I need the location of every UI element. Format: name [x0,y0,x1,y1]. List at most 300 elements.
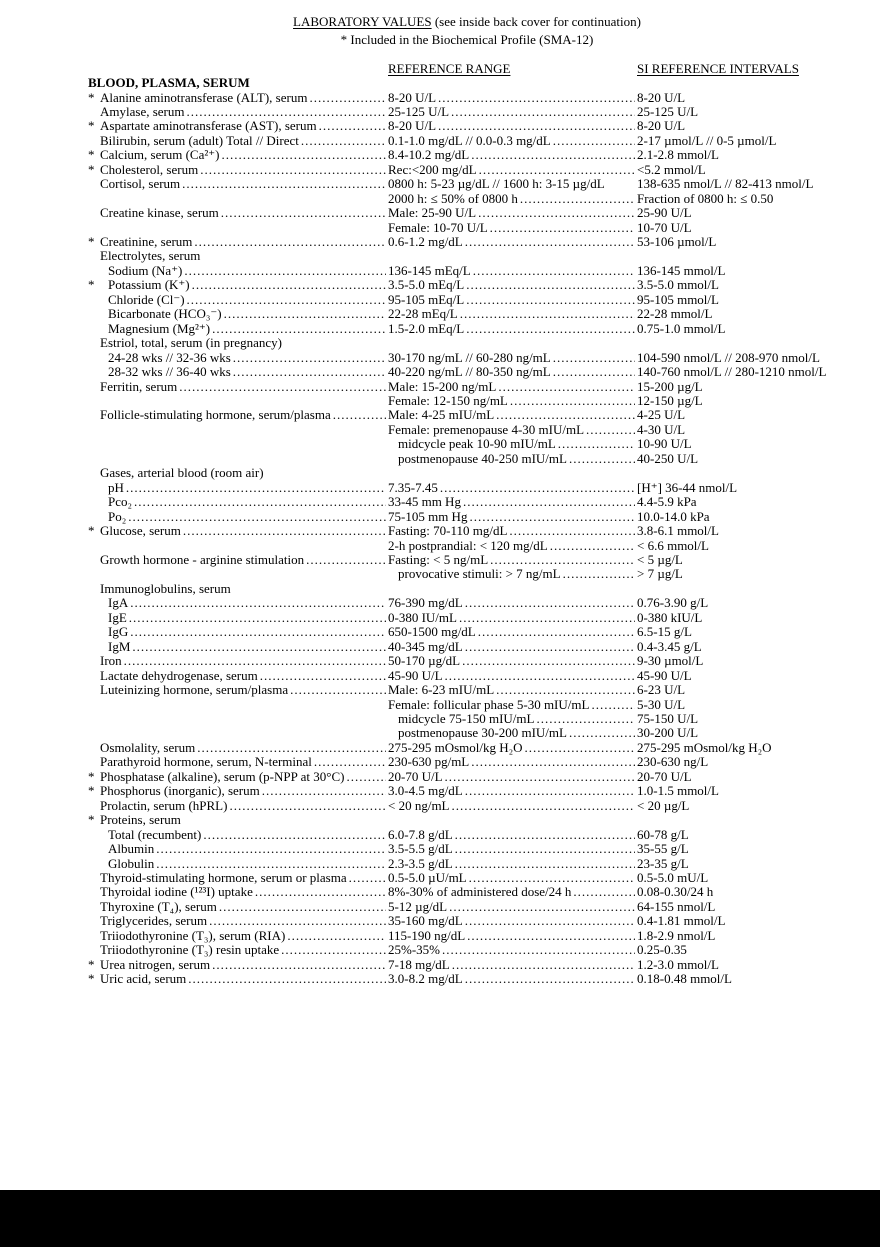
row-name: Potassium (K⁺) [108,278,190,293]
row-ref-cell [388,105,637,119]
row-si [637,336,846,350]
table-row [88,712,846,726]
row-ref: 5-12 µg/dL [388,899,448,914]
name-leader [202,249,386,263]
ref-leader [469,510,635,524]
ref-leader [478,206,635,220]
row-ref: 2-h postprandial: < 120 mg/dL [388,538,548,553]
header-name-spacer [100,61,388,76]
row-name: Uric acid, serum [100,972,187,987]
ref-leader [442,943,635,957]
row-name: Sodium (Na⁺) [108,263,183,278]
row-star [88,423,100,437]
ref-leader [553,134,635,148]
table-row [88,249,846,263]
row-star [88,365,100,379]
row-si: 60-78 g/L [637,827,689,842]
row-name: Bilirubin, serum (adult) Total // Direct [100,133,299,148]
table-row [88,365,846,379]
row-si [637,582,846,596]
row-ref-cell [388,972,637,986]
row-ref-cell [388,553,637,567]
row-star [88,582,100,596]
row-star [88,726,100,740]
name-leader [260,669,386,683]
row-ref-cell [388,163,637,177]
row-name-cell [100,842,388,856]
table-row [88,423,846,437]
row-name-cell [100,510,388,524]
row-name-cell [100,119,388,133]
row-si: 0.25-0.35 [637,943,687,958]
row-si: 45-90 U/L [637,668,692,683]
row-star [88,654,100,668]
row-name-cell [100,958,388,972]
ref-leader [390,249,635,263]
row-ref-cell [388,177,637,191]
name-leader [102,394,386,408]
row-ref-cell [388,437,637,451]
row-ref: < 20 ng/mL [388,798,450,813]
page-title-main: LABORATORY VALUES [293,14,432,29]
row-star [88,408,100,422]
name-leader [130,625,386,639]
row-name-cell [100,943,388,957]
row-ref-cell [388,293,637,307]
row-ref: 0.6-1.2 mg/dL [388,235,463,250]
ref-leader [569,452,635,466]
row-name: Glucose, serum [100,524,181,539]
row-ref: Male: 15-200 ng/mL [388,379,497,394]
name-leader [314,755,386,769]
table-row [88,885,846,899]
ref-leader [459,611,635,625]
row-ref-cell [388,365,637,379]
table-row [88,567,846,581]
table-row [88,943,846,957]
row-ref-cell [388,221,637,235]
row-name-cell [100,293,388,307]
row-ref-cell [388,134,637,148]
row-si: 0.4-1.81 mmol/L [637,914,726,929]
ref-leader [455,828,635,842]
name-leader [128,510,386,524]
row-ref: 0.1-1.0 mg/dL // 0.0-0.3 mg/dL [388,133,551,148]
row-ref-cell [388,307,637,321]
ref-leader [460,307,635,321]
row-si: 6-23 U/L [637,683,686,698]
row-name-cell [100,235,388,249]
name-leader [124,654,386,668]
row-name-cell [100,481,388,495]
row-si [637,466,846,480]
row-star [88,380,100,394]
row-si: 9-30 µmol/L [637,654,704,669]
row-star [88,611,100,625]
name-leader [284,336,386,350]
row-ref-cell [388,669,637,683]
ref-leader [490,221,635,235]
row-name-cell [100,192,388,206]
name-leader [301,134,386,148]
row-name-cell [100,423,388,437]
row-si: 8-20 U/L [637,90,686,105]
row-name: Thyroid-stimulating hormone, serum or plasma [100,870,347,885]
ref-leader [465,972,635,986]
table-row [88,221,846,235]
row-si: 104-590 nmol/L // 208-970 nmol/L [637,350,820,365]
name-leader [209,914,386,928]
table-row [88,871,846,885]
name-leader [229,799,386,813]
row-name: Albumin [108,842,155,857]
row-star: * [88,147,95,163]
name-leader [187,293,386,307]
row-name-cell [100,307,388,321]
row-name: Ferritin, serum [100,379,178,394]
row-name: Calcium, serum (Ca²⁺) [100,148,220,163]
name-leader [266,466,386,480]
row-star [88,206,100,220]
ref-leader [520,192,635,206]
row-name-cell [100,596,388,610]
row-star [88,192,100,206]
ref-leader [466,278,635,292]
row-name: Triiodothyronine (T₃), serum (RIA) [100,928,286,943]
row-star [88,640,100,654]
ref-leader [449,900,635,914]
row-star: * [88,971,95,987]
row-name: Immunoglobulins, serum [100,581,231,596]
row-name: Urea nitrogen, serum [100,957,211,972]
name-leader [102,192,386,206]
ref-leader [455,842,635,856]
lab-table-body [88,91,846,987]
row-name: Alanine aminotransferase (ALT), serum [100,90,308,105]
row-name-cell [100,567,388,581]
row-si: 1.0-1.5 mmol/L [637,784,719,799]
row-star [88,293,100,307]
row-star: * [88,812,95,828]
row-ref-cell [388,582,637,596]
row-name-cell [100,654,388,668]
ref-leader [438,91,635,105]
row-star [88,495,100,509]
row-name-cell [100,206,388,220]
row-name: 28-32 wks // 36-40 wks [108,365,231,380]
row-si: < 6.6 mmol/L [637,538,709,553]
table-row [88,929,846,943]
row-ref: 45-90 U/L [388,668,443,683]
ref-leader [536,712,635,726]
row-name: Gases, arterial blood (room air) [100,466,264,481]
row-ref-cell [388,958,637,972]
name-leader [290,683,386,697]
row-name: Aspartate aminotransferase (AST), serum [100,119,317,134]
row-star [88,336,100,350]
column-header-row [88,61,846,76]
row-ref: postmenopause 40-250 mIU/mL [398,451,567,466]
ref-leader [478,625,635,639]
row-star: * [88,277,95,293]
name-leader [224,307,386,321]
name-leader [184,264,386,278]
row-ref-cell [388,249,637,263]
row-ref: 8.4-10.2 mg/dL [388,148,470,163]
row-ref-cell [388,914,637,928]
table-row [88,958,846,972]
ref-leader [479,163,635,177]
row-ref-cell [388,452,637,466]
ref-leader [445,770,635,784]
row-star [88,351,100,365]
row-ref: 75-105 mm Hg [388,509,468,524]
row-ref: 40-220 ng/mL // 80-350 ng/mL [388,365,551,380]
table-row [88,698,846,712]
row-name-cell [100,380,388,394]
name-leader [333,408,386,422]
name-leader [183,524,386,538]
row-si: 35-55 g/L [637,842,689,857]
name-leader [102,567,386,581]
row-name-cell [100,437,388,451]
row-si: 2-17 µmol/L // 0-5 µmol/L [637,133,777,148]
ref-leader [438,119,635,133]
row-name: Globulin [108,856,155,871]
row-star [88,134,100,148]
row-star [88,625,100,639]
ref-leader [462,654,635,668]
row-ref: 33-45 mm Hg [388,495,461,510]
ref-leader [390,582,635,596]
row-ref: 20-70 U/L [388,769,443,784]
row-ref: 95-105 mEq/L [388,292,465,307]
ref-leader [390,813,635,827]
name-leader [262,784,386,798]
row-ref-cell [388,596,637,610]
name-leader [186,105,386,119]
row-name-cell [100,885,388,899]
ref-leader [451,105,635,119]
name-leader [130,596,386,610]
row-star [88,669,100,683]
row-ref-cell [388,336,637,350]
name-leader [102,726,386,740]
row-name-cell [100,524,388,538]
name-leader [287,929,386,943]
section-heading-blood-plasma-serum: BLOOD, PLASMA, SERUM [88,75,250,90]
row-star: * [88,161,95,177]
table-row [88,235,846,249]
row-si: 275-295 mOsmol/kg H₂O [637,740,772,755]
row-star [88,842,100,856]
row-ref-cell [388,119,637,133]
page-title-note: (see inside back cover for continuation) [431,14,641,29]
row-name-cell [100,799,388,813]
row-ref: midcycle peak 10-90 mIU/mL [398,437,556,452]
name-leader [221,206,386,220]
row-ref-cell [388,683,637,697]
name-leader [219,900,386,914]
table-row [88,322,846,336]
row-star: * [88,956,95,972]
row-ref: 22-28 mEq/L [388,307,458,322]
row-name-cell [100,351,388,365]
name-leader [306,553,386,567]
row-name-cell [100,322,388,336]
ref-leader [607,177,635,191]
row-name-cell [100,221,388,235]
row-si: 138-635 nmol/L // 82-413 nmol/L [637,177,814,192]
row-ref-cell [388,148,637,162]
row-si: 0.76-3.90 g/L [637,596,709,611]
name-leader [281,943,386,957]
row-si: 53-106 µmol/L [637,235,717,250]
row-name: Lactate dehydrogenase, serum [100,668,258,683]
row-name: Prolactin, serum (hPRL) [100,798,228,813]
ref-leader [465,596,635,610]
row-ref: 3.5-5.0 mEq/L [388,278,465,293]
row-name-cell [100,249,388,263]
table-row [88,177,846,191]
name-leader [346,770,386,784]
ref-leader [586,423,635,437]
row-si: 64-155 nmol/L [637,899,716,914]
row-ref: 3.0-8.2 mg/dL [388,972,463,987]
ref-leader [509,524,635,538]
ref-leader [465,914,635,928]
row-ref-cell [388,351,637,365]
row-si: 4-25 U/L [637,408,686,423]
row-ref-cell [388,784,637,798]
row-si: 4.4-5.9 kPa [637,495,697,510]
page-title [88,14,846,29]
row-name-cell [100,394,388,408]
row-star [88,177,100,191]
row-si: 25-125 U/L [637,104,699,119]
row-ref-cell [388,640,637,654]
row-name-cell [100,134,388,148]
row-ref: 0.5-5.0 µU/mL [388,870,467,885]
row-name-cell [100,553,388,567]
row-star [88,322,100,336]
row-name: Osmolality, serum [100,740,196,755]
row-ref: midcycle 75-150 mIU/mL [398,711,535,726]
row-ref: 650-1500 mg/dL [388,625,476,640]
row-name: pH [108,480,124,495]
table-row [88,813,846,827]
row-si: 230-630 ng/L [637,755,709,770]
row-name-cell [100,770,388,784]
name-leader [188,972,386,986]
row-name-cell [100,712,388,726]
row-name: Magnesium (Mg²⁺) [108,321,211,336]
row-name: IgM [108,639,131,654]
row-ref: 76-390 mg/dL [388,596,463,611]
row-ref-cell [388,495,637,509]
row-ref-cell [388,539,637,553]
table-row [88,510,846,524]
name-leader [179,380,386,394]
row-name: Cholesterol, serum [100,162,199,177]
si-intervals-header: SI REFERENCE INTERVALS [637,61,799,76]
name-leader [192,278,386,292]
row-si: 0.75-1.0 mmol/L [637,321,726,336]
row-si: 15-200 µg/L [637,379,703,394]
row-si: 12-150 µg/L [637,394,703,409]
table-row [88,972,846,986]
row-si: 30-200 U/L [637,726,699,741]
row-star: * [88,234,95,250]
row-star [88,683,100,697]
ref-leader [390,466,635,480]
row-name-cell [100,408,388,422]
row-si: < 20 µg/L [637,798,690,813]
table-row [88,206,846,220]
table-row [88,683,846,697]
row-si: 0.5-5.0 mU/L [637,870,709,885]
row-star [88,712,100,726]
row-name: Parathyroid hormone, serum, N-terminal [100,755,312,770]
table-row [88,134,846,148]
table-row [88,669,846,683]
row-star [88,885,100,899]
row-si: 140-760 nmol/L // 280-1210 nmol/L [637,365,827,380]
row-ref: 8%-30% of administered dose/24 h [388,885,572,900]
table-row [88,799,846,813]
table-row [88,481,846,495]
table-row [88,741,846,755]
row-star [88,221,100,235]
row-name-cell [100,900,388,914]
name-leader [309,91,386,105]
row-star [88,437,100,451]
ref-leader [553,351,635,365]
name-leader [102,712,386,726]
ref-leader [558,437,635,451]
name-leader [212,322,386,336]
row-star [88,741,100,755]
row-si: Fraction of 0800 h: ≤ 0.50 [637,191,774,206]
name-leader [156,857,386,871]
row-ref-cell [388,929,637,943]
row-name-cell [100,452,388,466]
row-ref-cell [388,943,637,957]
table-row [88,625,846,639]
row-ref: postmenopause 30-200 mIU/mL [398,726,567,741]
row-star [88,394,100,408]
row-ref-cell [388,510,637,524]
row-name-cell [100,640,388,654]
row-name: Growth hormone - arginine stimulation [100,553,305,567]
ref-leader [465,784,635,798]
row-si: 1.2-3.0 mmol/L [637,957,719,972]
row-name-cell [100,105,388,119]
table-row [88,900,846,914]
row-ref: 275-295 mOsmol/kg H₂O [388,740,523,755]
row-name: Follicle-stimulating hormone, serum/plasma [100,408,331,423]
table-row [88,582,846,596]
row-name: Cortisol, serum [100,177,181,192]
row-si: 0.08-0.30/24 h [637,885,714,900]
row-si: 10.0-14.0 kPa [637,509,710,524]
row-star [88,105,100,119]
row-star [88,466,100,480]
ref-leader [496,408,635,422]
row-ref-cell [388,871,637,885]
table-row [88,466,846,480]
ref-leader [510,394,635,408]
